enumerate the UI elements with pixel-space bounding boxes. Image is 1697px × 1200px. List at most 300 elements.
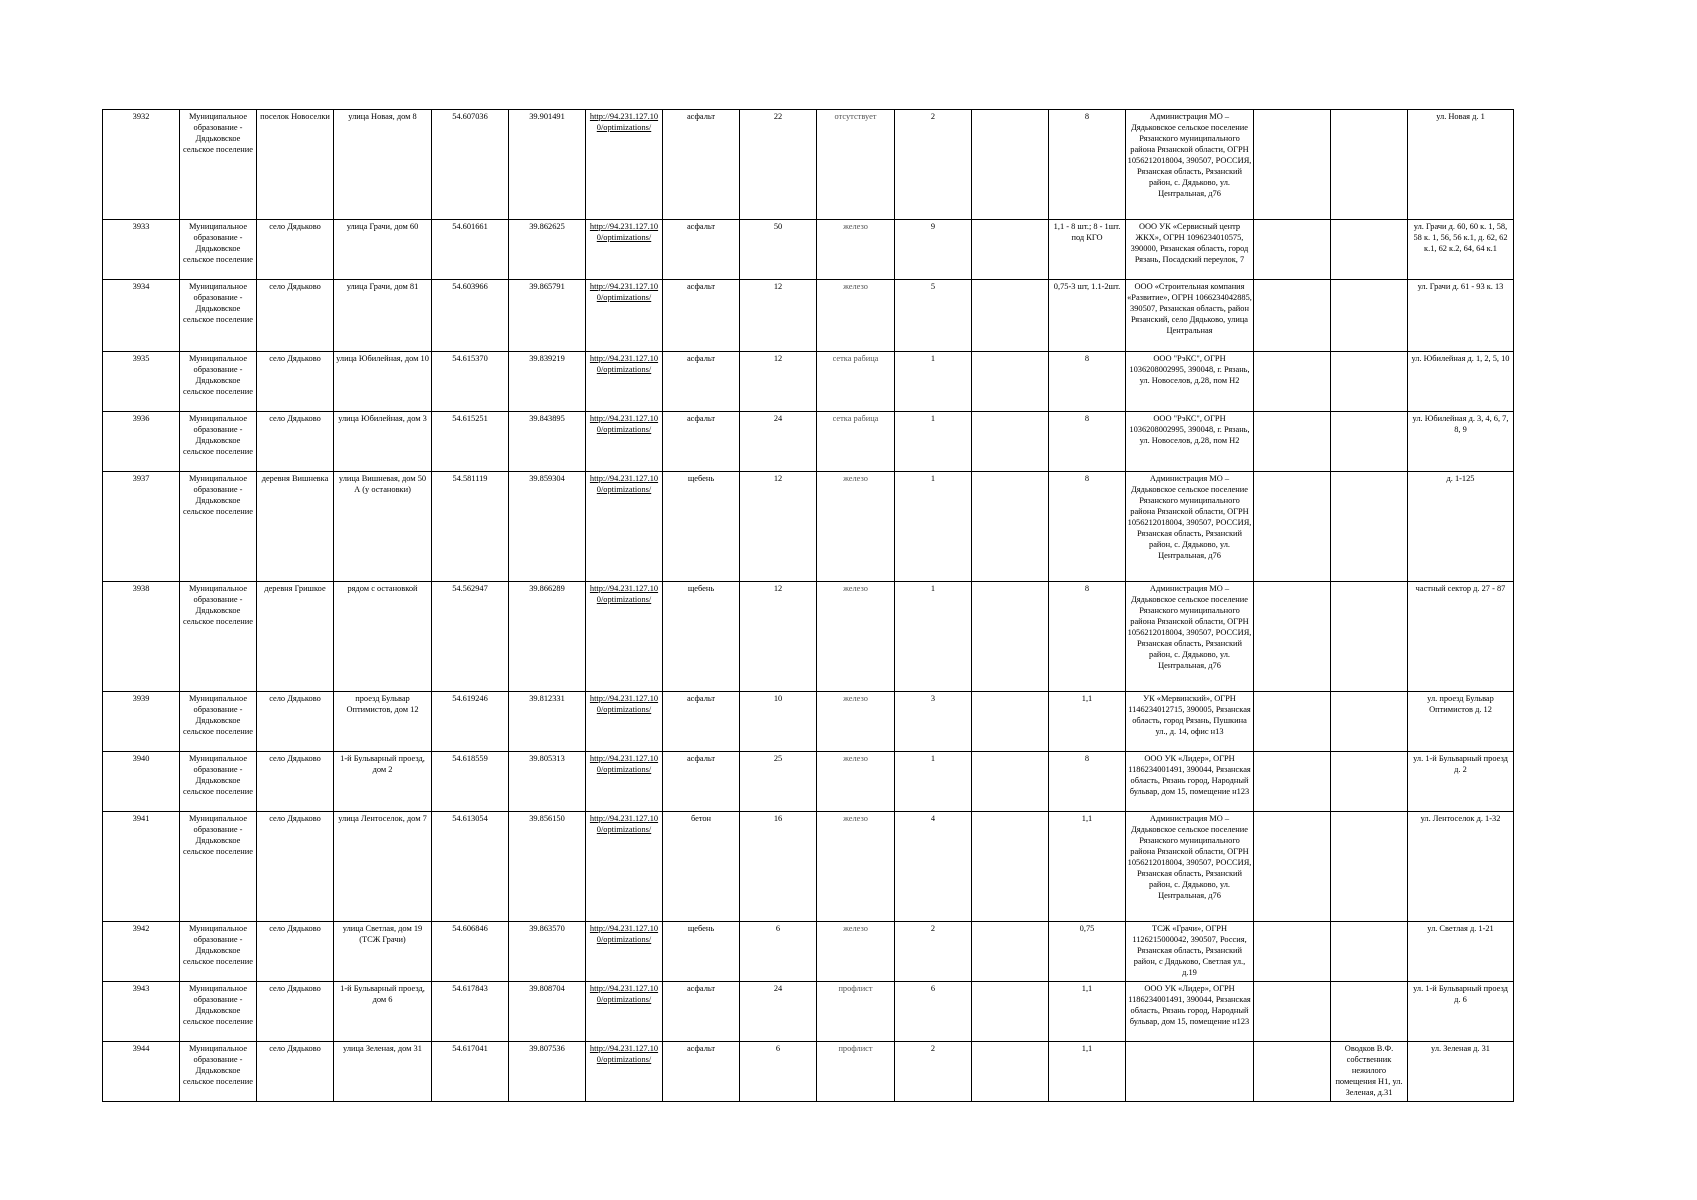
volume-cell-text: 8	[1084, 474, 1090, 483]
empty-cell	[1254, 220, 1331, 280]
locality-cell-text: деревня Гришкое	[264, 584, 326, 593]
surface-cell-text: асфальт	[686, 354, 716, 363]
owner-cell	[1331, 110, 1408, 220]
empty-cell	[972, 412, 1049, 472]
served-objects-cell	[1408, 472, 1514, 582]
latitude-cell	[432, 582, 509, 692]
address-cell	[334, 1042, 432, 1102]
area-cell-text: 24	[773, 984, 783, 993]
owner-cell-text: Оводков В.Ф. собственник нежилого помещения Н1, ул. Зеленая, д.31	[1335, 1044, 1403, 1097]
row-number	[103, 1042, 180, 1102]
surface-cell	[663, 220, 740, 280]
surface-cell-text: бетон	[690, 814, 712, 823]
fence-cell	[817, 472, 895, 582]
owner-cell	[1331, 352, 1408, 412]
address-cell	[334, 692, 432, 752]
municipality-cell-text: Муниципальное образование - Дядьковское сельское поселение	[183, 694, 253, 736]
map-link[interactable]	[586, 922, 663, 982]
served-objects-cell	[1408, 752, 1514, 812]
empty-cell	[972, 472, 1049, 582]
fence-cell	[817, 692, 895, 752]
volume-cell-text: 1,1 - 8 шт.; 8 - 1шт. под КГО	[1053, 222, 1121, 242]
operator-cell-text: Администрация МО – Дядьковское сельское поселение Рязанского муниципального района Рязанской области, ОГРН 1056212018004, 390507, РОССИЯ, Рязанская область, Рязанский район, с. Дядьково, ул. Центральная, д76	[1127, 584, 1252, 670]
operator-cell-text: ООО "РэКС", ОГРН 1036208002995, 390048, г. Рязань, ул. Новоселов, д.28, пом Н2	[1129, 414, 1250, 445]
municipality-cell	[180, 110, 257, 220]
locality-cell	[257, 752, 334, 812]
operator-cell-text: ООО "РэКС", ОГРН 1036208002995, 390048, г. Рязань, ул. Новоселов, д.28, пом Н2	[1129, 354, 1250, 385]
address-cell	[334, 110, 432, 220]
latitude-cell-text: 54.617843	[452, 984, 488, 993]
locality-cell-text: село Дядьково	[269, 984, 321, 993]
locality-cell-text: село Дядьково	[269, 924, 321, 933]
container-count-cell	[895, 582, 972, 692]
row-number	[103, 280, 180, 352]
address-cell	[334, 752, 432, 812]
longitude-cell	[509, 352, 586, 412]
operator-cell	[1126, 922, 1254, 982]
row-number	[103, 110, 180, 220]
container-count-cell	[895, 352, 972, 412]
row-number-text: 3937	[132, 474, 150, 483]
longitude-cell-text: 39.808704	[529, 984, 565, 993]
fence-cell-text: отсутствует	[834, 112, 877, 121]
map-link-text[interactable]: http://94.231.127.10 0/optimizations/	[589, 222, 659, 242]
surface-cell	[663, 582, 740, 692]
container-count-cell-text: 1	[930, 584, 936, 593]
municipality-cell	[180, 582, 257, 692]
table-row	[103, 1042, 1514, 1102]
longitude-cell-text: 39.901491	[529, 112, 565, 121]
map-link[interactable]	[586, 110, 663, 220]
surface-cell	[663, 412, 740, 472]
address-cell-text: 1-й Бульварный проезд, дом 6	[340, 984, 425, 1004]
area-cell	[740, 412, 817, 472]
address-cell	[334, 352, 432, 412]
address-cell-text: улица Лентоселок, дом 7	[338, 814, 427, 823]
row-number-text: 3934	[132, 282, 150, 291]
operator-cell-text: ООО УК «Лидер», ОГРН 1186234001491, 390044, Рязанская область, Рязань город, Народный бульвар, дом 15, помещение н123	[1128, 984, 1251, 1026]
operator-cell	[1126, 412, 1254, 472]
empty-cell	[972, 922, 1049, 982]
fence-cell	[817, 352, 895, 412]
registry-sheet	[102, 109, 1514, 1102]
longitude-cell	[509, 752, 586, 812]
locality-cell	[257, 110, 334, 220]
area-cell	[740, 922, 817, 982]
volume-cell	[1049, 280, 1126, 352]
row-number-text: 3933	[132, 222, 150, 231]
table-row	[103, 220, 1514, 280]
latitude-cell-text: 54.617041	[452, 1044, 488, 1053]
surface-cell	[663, 922, 740, 982]
municipality-cell-text: Муниципальное образование - Дядьковское сельское поселение	[183, 584, 253, 626]
served-objects-cell	[1408, 922, 1514, 982]
longitude-cell	[509, 280, 586, 352]
empty-cell	[1254, 280, 1331, 352]
address-cell-text: улица Светлая, дом 19 (ТСЖ Грачи)	[342, 924, 423, 944]
municipality-cell-text: Муниципальное образование - Дядьковское сельское поселение	[183, 754, 253, 796]
area-cell-text: 10	[773, 694, 783, 703]
fence-cell	[817, 412, 895, 472]
longitude-cell-text: 39.866289	[529, 584, 565, 593]
container-count-cell	[895, 922, 972, 982]
longitude-cell	[509, 110, 586, 220]
container-count-cell-text: 5	[930, 282, 936, 291]
operator-cell-text: ООО УК «Лидер», ОГРН 1186234001491, 390044, Рязанская область, Рязань город, Народный бульвар, дом 15, помещение н123	[1128, 754, 1251, 796]
operator-cell-text: Администрация МО – Дядьковское сельское поселение Рязанского муниципального района Рязанской области, ОГРН 1056212018004, 390507, РОССИЯ, Рязанская область, Рязанский район, с. Дядьково, ул. Центральная, д76	[1127, 474, 1252, 560]
empty-cell	[972, 280, 1049, 352]
container-count-cell	[895, 1042, 972, 1102]
map-link-text[interactable]: http://94.231.127.10 0/optimizations/	[589, 814, 659, 834]
longitude-cell	[509, 812, 586, 922]
row-number	[103, 472, 180, 582]
area-cell	[740, 472, 817, 582]
empty-cell	[1254, 352, 1331, 412]
locality-cell	[257, 280, 334, 352]
container-count-cell	[895, 280, 972, 352]
empty-cell	[972, 352, 1049, 412]
owner-cell	[1331, 752, 1408, 812]
surface-cell-text: асфальт	[686, 222, 716, 231]
volume-cell-text: 1,1	[1081, 984, 1093, 993]
surface-cell-text: асфальт	[686, 984, 716, 993]
owner-cell	[1331, 1042, 1408, 1102]
longitude-cell	[509, 472, 586, 582]
volume-cell	[1049, 220, 1126, 280]
map-link[interactable]	[586, 412, 663, 472]
area-cell	[740, 1042, 817, 1102]
surface-cell-text: щебень	[687, 474, 715, 483]
empty-cell	[1254, 922, 1331, 982]
latitude-cell-text: 54.613054	[452, 814, 488, 823]
longitude-cell-text: 39.863570	[529, 924, 565, 933]
operator-cell	[1126, 280, 1254, 352]
fence-cell	[817, 922, 895, 982]
served-objects-cell-text: ул. 1-й Бульварный проезд д. 6	[1413, 984, 1508, 1004]
locality-cell-text: село Дядьково	[269, 282, 321, 291]
locality-cell-text: село Дядьково	[269, 222, 321, 231]
municipality-cell-text: Муниципальное образование - Дядьковское сельское поселение	[183, 112, 253, 154]
longitude-cell-text: 39.839219	[529, 354, 565, 363]
owner-cell	[1331, 922, 1408, 982]
latitude-cell	[432, 472, 509, 582]
latitude-cell-text: 54.581119	[452, 474, 488, 483]
served-objects-cell-text: ул. Лентоселок д. 1-32	[1420, 814, 1501, 823]
longitude-cell-text: 39.859304	[529, 474, 565, 483]
container-count-cell-text: 3	[930, 694, 936, 703]
municipality-cell-text: Муниципальное образование - Дядьковское сельское поселение	[183, 282, 253, 324]
served-objects-cell-text: ул. проезд Бульвар Оптимистов д. 12	[1427, 694, 1494, 714]
address-cell-text: 1-й Бульварный проезд, дом 2	[340, 754, 425, 774]
locality-cell-text: деревня Вишневка	[261, 474, 329, 483]
latitude-cell	[432, 280, 509, 352]
row-number	[103, 692, 180, 752]
area-cell	[740, 280, 817, 352]
table-row	[103, 752, 1514, 812]
area-cell	[740, 220, 817, 280]
map-link[interactable]	[586, 582, 663, 692]
locality-cell-text: село Дядьково	[269, 814, 321, 823]
map-link[interactable]	[586, 982, 663, 1042]
locality-cell-text: село Дядьково	[269, 414, 321, 423]
longitude-cell-text: 39.862625	[529, 222, 565, 231]
served-objects-cell	[1408, 692, 1514, 752]
municipality-cell-text: Муниципальное образование - Дядьковское сельское поселение	[183, 984, 253, 1026]
latitude-cell	[432, 110, 509, 220]
longitude-cell-text: 39.805313	[529, 754, 565, 763]
volume-cell	[1049, 692, 1126, 752]
surface-cell-text: асфальт	[686, 414, 716, 423]
municipality-cell	[180, 982, 257, 1042]
row-number	[103, 582, 180, 692]
empty-cell	[1254, 412, 1331, 472]
operator-cell	[1126, 692, 1254, 752]
row-number-text: 3944	[132, 1044, 150, 1053]
row-number-text: 3939	[132, 694, 150, 703]
container-count-cell-text: 4	[930, 814, 936, 823]
surface-cell	[663, 352, 740, 412]
fence-cell-text: сетка рабица	[832, 414, 879, 423]
surface-cell-text: асфальт	[686, 694, 716, 703]
municipality-cell	[180, 752, 257, 812]
owner-cell	[1331, 472, 1408, 582]
volume-cell	[1049, 352, 1126, 412]
address-cell	[334, 922, 432, 982]
address-cell-text: улица Зеленая, дом 31	[343, 1044, 422, 1053]
row-number-text: 3943	[132, 984, 150, 993]
map-link-text[interactable]: http://94.231.127.10 0/optimizations/	[589, 694, 659, 714]
empty-cell	[972, 982, 1049, 1042]
operator-cell	[1126, 472, 1254, 582]
area-cell-text: 12	[773, 282, 783, 291]
locality-cell	[257, 472, 334, 582]
container-count-cell-text: 2	[930, 1044, 936, 1053]
latitude-cell-text: 54.603966	[452, 282, 488, 291]
longitude-cell	[509, 220, 586, 280]
fence-cell-text: профлист	[838, 1044, 873, 1053]
container-count-cell-text: 2	[930, 112, 936, 121]
address-cell	[334, 812, 432, 922]
surface-cell-text: асфальт	[686, 754, 716, 763]
map-link-text[interactable]: http://94.231.127.10 0/optimizations/	[589, 1044, 659, 1064]
empty-cell	[972, 692, 1049, 752]
operator-cell	[1126, 1042, 1254, 1102]
area-cell	[740, 110, 817, 220]
address-cell-text: улица Грачи, дом 60	[346, 222, 419, 231]
map-link-text[interactable]: http://94.231.127.10 0/optimizations/	[589, 474, 659, 494]
owner-cell	[1331, 280, 1408, 352]
container-count-cell-text: 6	[930, 984, 936, 993]
address-cell-text: улица Вишневая, дом 50 А (у остановки)	[338, 474, 427, 494]
fence-cell-text: железо	[843, 282, 868, 291]
container-count-cell	[895, 220, 972, 280]
row-number-text: 3935	[132, 354, 150, 363]
surface-cell	[663, 982, 740, 1042]
row-number-text: 3936	[132, 414, 150, 423]
municipality-cell	[180, 352, 257, 412]
container-count-cell	[895, 412, 972, 472]
area-cell	[740, 752, 817, 812]
latitude-cell	[432, 752, 509, 812]
address-cell	[334, 220, 432, 280]
locality-cell-text: село Дядьково	[269, 354, 321, 363]
container-sites-table	[102, 109, 1514, 1102]
container-count-cell-text: 2	[930, 924, 936, 933]
map-link[interactable]	[586, 280, 663, 352]
longitude-cell	[509, 692, 586, 752]
surface-cell-text: щебень	[687, 924, 715, 933]
map-link[interactable]	[586, 1042, 663, 1102]
fence-cell	[817, 1042, 895, 1102]
served-objects-cell	[1408, 412, 1514, 472]
served-objects-cell	[1408, 110, 1514, 220]
locality-cell	[257, 220, 334, 280]
container-count-cell	[895, 752, 972, 812]
map-link-text[interactable]: http://94.231.127.10 0/optimizations/	[589, 754, 659, 774]
latitude-cell	[432, 412, 509, 472]
operator-cell	[1126, 582, 1254, 692]
fence-cell	[817, 812, 895, 922]
locality-cell	[257, 582, 334, 692]
fence-cell-text: сетка рабица	[832, 354, 879, 363]
longitude-cell-text: 39.843895	[529, 414, 565, 423]
empty-cell	[1254, 582, 1331, 692]
latitude-cell-text: 54.618559	[452, 754, 488, 763]
longitude-cell	[509, 982, 586, 1042]
volume-cell-text: 1,1	[1081, 694, 1093, 703]
latitude-cell	[432, 812, 509, 922]
container-count-cell	[895, 692, 972, 752]
latitude-cell	[432, 982, 509, 1042]
table-body	[103, 110, 1514, 1102]
volume-cell-text: 8	[1084, 354, 1090, 363]
surface-cell	[663, 692, 740, 752]
fence-cell-text: железо	[843, 694, 868, 703]
table-row	[103, 922, 1514, 982]
locality-cell-text: село Дядьково	[269, 694, 321, 703]
longitude-cell	[509, 412, 586, 472]
served-objects-cell	[1408, 812, 1514, 922]
municipality-cell	[180, 220, 257, 280]
map-link[interactable]	[586, 692, 663, 752]
locality-cell-text: село Дядьково	[269, 1044, 321, 1053]
area-cell-text: 6	[775, 924, 781, 933]
map-link[interactable]	[586, 352, 663, 412]
map-link-text[interactable]: http://94.231.127.10 0/optimizations/	[589, 984, 659, 1004]
empty-cell	[1254, 692, 1331, 752]
row-number-text: 3940	[132, 754, 150, 763]
container-count-cell-text: 9	[930, 222, 936, 231]
row-number	[103, 352, 180, 412]
longitude-cell-text: 39.812331	[529, 694, 565, 703]
row-number	[103, 982, 180, 1042]
served-objects-cell-text: ул. 1-й Бульварный проезд д. 2	[1413, 754, 1508, 774]
fence-cell	[817, 752, 895, 812]
served-objects-cell	[1408, 1042, 1514, 1102]
owner-cell	[1331, 412, 1408, 472]
map-link-text[interactable]: http://94.231.127.10 0/optimizations/	[589, 112, 659, 132]
area-cell	[740, 352, 817, 412]
municipality-cell-text: Муниципальное образование - Дядьковское сельское поселение	[183, 474, 253, 516]
municipality-cell-text: Муниципальное образование - Дядьковское сельское поселение	[183, 1044, 253, 1086]
latitude-cell-text: 54.615370	[452, 354, 488, 363]
surface-cell-text: асфальт	[686, 1044, 716, 1053]
table-row	[103, 472, 1514, 582]
fence-cell-text: профлист	[838, 984, 873, 993]
empty-cell	[972, 812, 1049, 922]
volume-cell	[1049, 412, 1126, 472]
served-objects-cell-text: ул. Зеленая д. 31	[1431, 1044, 1490, 1053]
operator-cell-text: Администрация МО – Дядьковское сельское поселение Рязанского муниципального района Рязанской области, ОГРН 1056212018004, 390507, РОССИЯ, Рязанская область, Рязанский район, с. Дядьково, ул. Центральная, д76	[1127, 112, 1252, 198]
container-count-cell-text: 1	[930, 354, 936, 363]
latitude-cell	[432, 922, 509, 982]
empty-cell	[972, 582, 1049, 692]
map-link-text[interactable]: http://94.231.127.10 0/optimizations/	[589, 354, 659, 374]
locality-cell-text: село Дядьково	[269, 754, 321, 763]
operator-cell	[1126, 752, 1254, 812]
empty-cell	[1254, 110, 1331, 220]
locality-cell	[257, 982, 334, 1042]
area-cell	[740, 692, 817, 752]
operator-cell-text: ООО «Строительная компания «Развитие», ОГРН 1066234042885, 390507, Рязанская область, район Рязанский, село Дядьково, улица Центральная	[1127, 282, 1252, 335]
address-cell-text: рядом с остановкой	[347, 584, 418, 593]
surface-cell	[663, 280, 740, 352]
address-cell	[334, 472, 432, 582]
volume-cell	[1049, 472, 1126, 582]
container-count-cell-text: 1	[930, 754, 936, 763]
served-objects-cell	[1408, 352, 1514, 412]
container-count-cell	[895, 472, 972, 582]
locality-cell	[257, 1042, 334, 1102]
area-cell	[740, 982, 817, 1042]
volume-cell	[1049, 582, 1126, 692]
map-link[interactable]	[586, 752, 663, 812]
latitude-cell	[432, 352, 509, 412]
municipality-cell-text: Муниципальное образование - Дядьковское сельское поселение	[183, 354, 253, 396]
map-link-text[interactable]: http://94.231.127.10 0/optimizations/	[589, 414, 659, 434]
area-cell-text: 22	[773, 112, 783, 121]
volume-cell-text: 8	[1084, 584, 1090, 593]
map-link-text[interactable]: http://94.231.127.10 0/optimizations/	[589, 924, 659, 944]
longitude-cell	[509, 582, 586, 692]
map-link[interactable]	[586, 812, 663, 922]
volume-cell	[1049, 922, 1126, 982]
fence-cell-text: железо	[843, 222, 868, 231]
empty-cell	[972, 220, 1049, 280]
row-number-text: 3932	[132, 112, 150, 121]
municipality-cell-text: Муниципальное образование - Дядьковское сельское поселение	[183, 814, 253, 856]
container-count-cell	[895, 812, 972, 922]
address-cell-text: улица Юбилейная, дом 10	[336, 354, 429, 363]
map-link[interactable]	[586, 220, 663, 280]
table-row	[103, 412, 1514, 472]
empty-cell	[1254, 1042, 1331, 1102]
map-link-text[interactable]: http://94.231.127.10 0/optimizations/	[589, 282, 659, 302]
map-link-text[interactable]: http://94.231.127.10 0/optimizations/	[589, 584, 659, 604]
municipality-cell-text: Муниципальное образование - Дядьковское сельское поселение	[183, 222, 253, 264]
owner-cell	[1331, 812, 1408, 922]
volume-cell-text: 8	[1084, 112, 1090, 121]
address-cell-text: улица Грачи, дом 81	[346, 282, 419, 291]
served-objects-cell	[1408, 982, 1514, 1042]
row-number	[103, 922, 180, 982]
operator-cell-text: Администрация МО – Дядьковское сельское поселение Рязанского муниципального района Рязанской области, ОГРН 1056212018004, 390507, РОССИЯ, Рязанская область, Рязанский район, с. Дядьково, ул. Центральная, д76	[1127, 814, 1252, 900]
locality-cell	[257, 692, 334, 752]
longitude-cell	[509, 922, 586, 982]
latitude-cell-text: 54.601661	[452, 222, 488, 231]
empty-cell	[1254, 812, 1331, 922]
map-link[interactable]	[586, 472, 663, 582]
